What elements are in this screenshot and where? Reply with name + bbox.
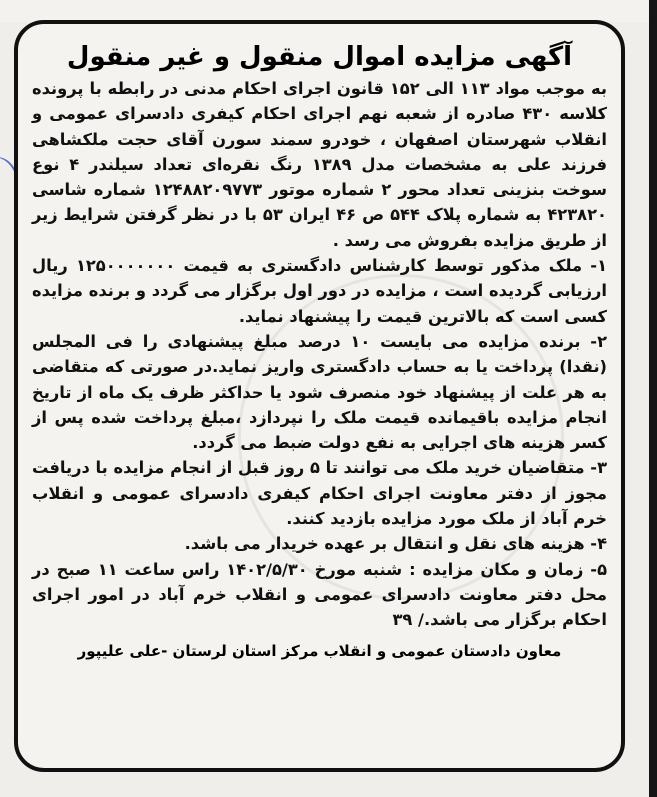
condition-item-1: ۱- ملک مذکور توسط کارشناس دادگستری به قیمت ۱۲۵۰۰۰۰۰۰۰ ریال ارزیابی گردیده است ، مزایده در دور اول برگزار می گردد و برنده مزایده کسی است که بالاترین قیمت را پیشنهاد نماید.	[32, 256, 607, 326]
condition-item-3: ۳- متقاضیان خرید ملک می توانند تا ۵ روز قبل از انجام مزایده با دریافت مجوز از دفتر معاونت اجرای احکام کیفری دادسرای عمومی و انقلاب خرم آباد از ملک مورد مزایده بازدید کنند.	[32, 458, 607, 529]
condition-item-5: ۵- زمان و مکان مزایده : شنبه مورخ ۱۴۰۲/۵/۳۰ راس ساعت ۱۱ صبح در محل دفتر معاونت دادسرای عمومی و انقلاب خرم آباد در امور اجرای احکام برگزار می باشد./ ۳۹	[32, 559, 607, 630]
right-page-border	[649, 0, 657, 797]
signature-line: معاون دادستان عمومی و انقلاب مرکز استان لرستان -علی علیپور	[77, 641, 562, 660]
notice-title: آگهی مزایده اموال منقول و غیر منقول	[66, 42, 573, 72]
auction-notice-box	[14, 20, 625, 772]
condition-item-2: ۲- برنده مزایده می بایست ۱۰ درصد مبلغ پیشنهادی را فی المجلس (نقدا) پرداخت یا به حساب دادگستری واریز نماید.در صورتی که متقاضی به هر علت از پیشنهاد خود منصرف شود یا حداکثر ظرف یک ماه از تاریخ انجام مزایده باقیمانده قیمت ملک را نپردازد ،مبلغ پرداخت شده پس از کسر هزینه های اجرایی به نفع دولت ضبط می گردد.	[32, 331, 607, 453]
condition-item-4: ۴- هزینه های نقل و انتقال بر عهده خریدار می باشد.	[184, 534, 607, 554]
intro-paragraph: به موجب مواد ۱۱۳ الی ۱۵۲ قانون اجرای احکام مدنی در رابطه با پرونده کلاسه ۴۳۰ صادره از شعبه نهم اجرای احکام کیفری دادسرای عمومی و انقلاب شهرستان اصفهان ، خودرو سمند سورن آقای حجت ملکشاهی فرزند علی به مشخصات مدل ۱۳۸۹ رنگ نقره‌ای تعداد سیلندر ۴ نوع سوخت بنزینی تعداد محور ۲ شماره موتور ۱۲۴۸۸۲۰۹۷۷۳ شماره شاسی ۴۲۳۸۲۰ به شماره پلاک ۵۴۴ ص ۴۶ ایران ۵۳ با در نظر گرفتن شرایط زیر از طریق مزایده بفروش می رسد .	[32, 79, 608, 250]
notice-body	[32, 76, 607, 633]
top-paper-strip	[0, 0, 657, 22]
